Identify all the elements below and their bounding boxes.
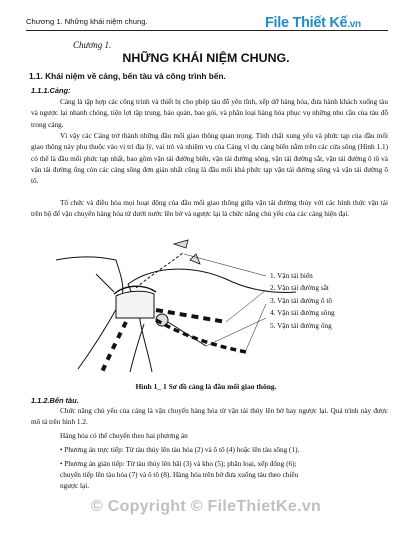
bullet-direct: • Phương án trực tiếp: Từ tàu thủy lên tàu hỏa (2) và ô tô (4) hoặc lên tàu sông (1). [60,446,300,454]
pipeline-line [168,322,206,346]
subsection-heading-1-1-1: 1.1.1.Cảng: [31,86,71,95]
chapter-title: NHỮNG KHÁI NIỆM CHUNG. [122,51,290,65]
logo-text [265,15,361,31]
bullet-indirect-line-3: ngược lại. [60,482,90,490]
bullet-indirect-line-1: • Phương án gián tiếp: Từ tàu thủy lên bãi (3) và kho (5); phân loại, xếp đống (6); [60,460,297,468]
logo-main-text: File Thiết Kế [265,15,348,31]
chapter-label: Chương 1. [73,40,112,50]
legend-item: 1. Vận tải biển [270,271,313,280]
inland-waterway [102,322,126,372]
inland-waterway-bank [130,324,144,372]
ship-icon [174,240,188,248]
copyright-watermark: © Copyright © FileThietKe.vn [90,498,322,515]
header-title: Chương 1. Những khái niệm chung. [26,17,148,26]
leader-line-3 [246,304,266,350]
paragraph-transport-hub: Vì vậy các Cảng trở thành những đầu mối giao thông quan trọng. Tính chất xung yếu và phức tạp của đầu mối giao thông này phụ thuộc vào vị trí địa lý, vai trò và nhiệm vụ của Cảng ví dụ cảng biển nằm trên các cửa sông (Hình 1.1) có thể là đầu mối phức tạp nhất, bao gồm vận tải đường biển, vận tải đường sông, vận tải đường sắt, vận tải đường ô tô và vận tải đường ống còn các cảng sông đơn giản nhất cũng là đầu mối khá phức tạp vận tải đường sông và vận tải đường ô tô. [31,132,388,186]
logo-suffix: .vn [347,19,361,30]
paragraph-berth-function: Chức năng chủ yếu của cảng là vận chuyển hàng hóa từ vận tải thủy lên bờ hay ngược lại. Quá trình này được mô tả trên hình 1.2. [31,407,388,427]
leader-line-4 [206,318,266,346]
diagram-legend [270,270,335,332]
sea-route-arrow [96,274,114,292]
port-basin [116,291,154,318]
legend-item: 2. Vận tải đường sắt [270,283,329,293]
coastline-left [56,257,116,260]
bullet-indirect-line-2: chuyển tiếp lên tàu hỏa (7) và ô tô (8). Hàng hóa trên bờ đưa xuống tàu theo chiều [60,471,299,479]
legend-item: 3. Vận tải đường ô tô [270,295,332,305]
legend-item: 4. Vận tải đường sông [270,308,335,318]
site-logo[interactable] [265,15,383,37]
paragraph-ports: Cảng là tập hợp các công trình và thiết bị cho phép tàu đỗ yên tĩnh, xếp dỡ hàng hóa, đưa hành khách xuống tàu và ngược lại nhanh chóng, tiện lợi tập trung, bảo quản, bao gói, và phân loại hàng hóa phục vụ những nhu cầu của tàu đỗ trong cảng. [31,98,388,129]
legend-item: 5. Vận tải đường ống [270,320,332,330]
ship-icon [190,254,200,264]
paragraph-port-function: Tổ chức và điều hòa mọi hoạt động của đầu mối giao thông giữa vận tải đường thủy với các hình thức vận tải trên bộ để vận chuyển hàng hóa từ dưới nước lên bờ và ngược lại là chức năng chủ yếu của các cảng hiện đại. [31,199,388,219]
leader-line-1 [184,254,266,276]
road-line [156,320,246,352]
transfer-intro-line: Hàng hóa có thể chuyển theo hai phương án [60,432,188,440]
sea-route [136,252,184,288]
section-heading-1-1: 1.1. Khái niệm về cảng, bến tàu và công trình bến. [29,71,226,81]
subsection-heading-1-1-2: 1.1.2.Bến tàu. [31,396,79,405]
figure-caption: Hình 1_ 1 Sơ đồ cảng là đầu mối giao thông. [135,382,277,391]
